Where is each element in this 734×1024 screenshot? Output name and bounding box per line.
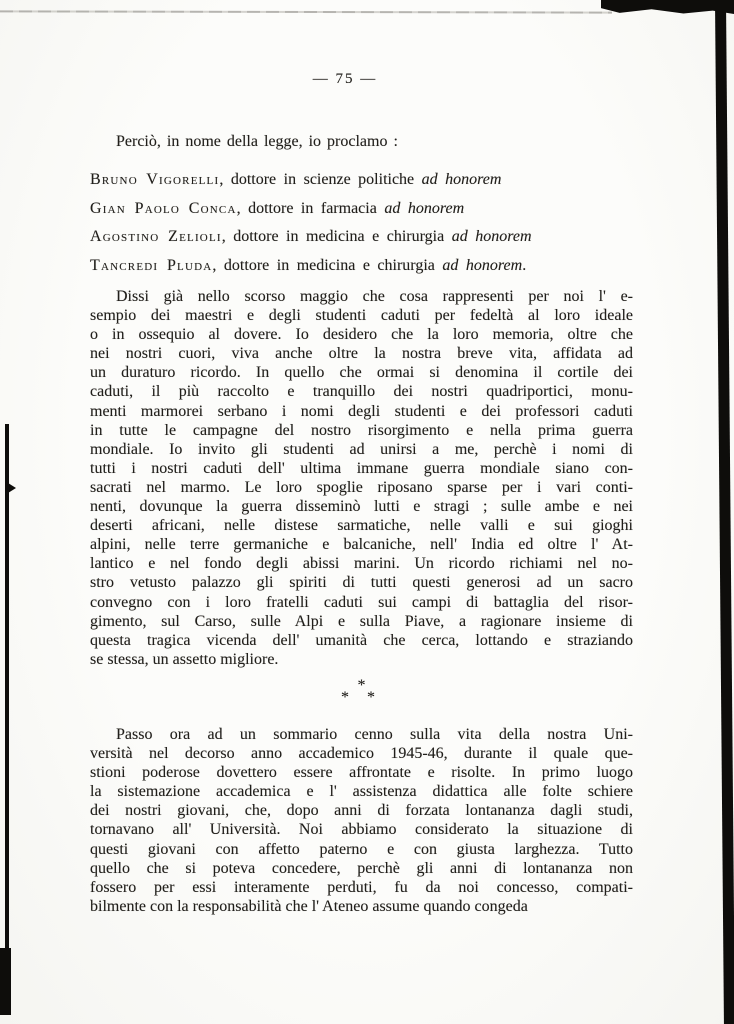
degree-line-end: . — [522, 256, 527, 274]
ad-honorem-label: ad honorem — [384, 199, 465, 217]
text-line: in tutte le campagne del nostro risorgimento e nella prima guerra — [90, 421, 633, 439]
degree-title: , dottore in scienze politiche — [219, 171, 422, 188]
text-line: stro vetusto palazzo gli spiriti di tutti questi generosi ad un sacro — [90, 574, 633, 592]
ad-honorem-label: ad honorem — [421, 171, 502, 188]
proclamation-intro: Perciò, in nome della legge, io proclamo : — [116, 133, 398, 150]
separator-asterisk-top: * — [357, 677, 366, 694]
text-line: dei nostri giovani, che, dopo anni di forzata lontananza dagli studi, — [90, 802, 633, 820]
graduate-name: Gian Paolo Conca — [90, 199, 237, 217]
scan-top-edge-line — [0, 10, 612, 13]
paragraph-memorial — [90, 287, 633, 669]
ad-honorem-label: ad honorem — [442, 256, 523, 274]
text-line: mondiale. Io invito gli studenti ad unirsi a me, perchè i nomi di — [90, 440, 633, 458]
scan-left-edge-notch — [8, 483, 16, 493]
graduate-name: Bruno Vigorelli — [90, 171, 220, 188]
page-number: — 75 — — [312, 71, 378, 87]
scan-left-bottom-edge-bar — [0, 948, 11, 1015]
text-line: questa tragica vicenda dell' umanità che cerca, lottando e straziando — [90, 631, 633, 649]
text-line: o in ossequio al dovere. Io desidero che la loro memoria, oltre che — [90, 326, 633, 344]
degree-title: , dottore in medicina e chirurgia — [212, 256, 443, 274]
text-line: la sistemazione accademica e l' assistenza didattica alle folte schiere — [90, 783, 633, 801]
text-line: convegno con i loro fratelli caduti sui campi di battaglia del risor- — [90, 593, 633, 611]
graduate-name: Tancredi Pluda — [90, 256, 213, 274]
text-line: alpini, nelle terre germaniche e balcaniche, nell' India ed oltre l' At- — [90, 536, 633, 554]
text-line: Dissi già nello scorso maggio che cosa rappresenti per noi l' e- — [116, 288, 633, 305]
text-line: tutti i nostri caduti dell' ultima immane guerra mondiale siano con- — [90, 459, 633, 477]
text-line: caduti, il più raccolto e tranquillo dei nostri quadriportici, monu- — [90, 383, 633, 401]
scan-right-edge-bar — [715, 0, 734, 1024]
text-line: bilmente con la responsabilità che l' Ateneo assume quando congeda — [90, 897, 528, 915]
text-line: questi giovani con affetto paterno e con giusta larghezza. Tutto — [90, 840, 633, 858]
degree-list — [90, 166, 633, 280]
degree-line — [90, 252, 633, 281]
ad-honorem-label: ad honorem — [451, 228, 532, 246]
text-line: lantico e nel fondo degli abissi marini. Un ricordo richiami nel no- — [90, 555, 633, 573]
text-line: nenti, dovunque la guerra disseminò lutti e stragi ; sulle ambe e nei — [90, 498, 633, 516]
degree-title: , dottore in medicina e chirurgia — [221, 228, 452, 246]
paragraph-university-year — [90, 725, 633, 916]
text-line: deserti africani, nelle distese sarmatiche, nelle valli e sui gioghi — [90, 517, 633, 535]
text-line: menti marmorei serbano i nomi degli studenti e dei professori caduti — [90, 402, 633, 420]
text-line: se stessa, un assetto migliore. — [90, 650, 279, 668]
text-line: sempio dei maestri e degli studenti caduti per fedeltà al loro ideale — [90, 307, 633, 325]
text-line: Passo ora ad un sommario cenno sulla vita della nostra Uni- — [116, 726, 633, 743]
degree-line — [90, 223, 633, 252]
scan-top-right-corner-mark — [601, 0, 734, 14]
text-line: un duraturo ricordo. In quello che ormai si denomina il cortile dei — [90, 364, 633, 382]
text-line: stioni poderose dovettero essere affrontate e risolte. In primo luogo — [90, 764, 633, 782]
degree-line — [90, 166, 633, 195]
text-line: gimento, sul Carso, sulle Alpi e sulla Piave, a ragionare insieme di — [90, 612, 633, 630]
degree-title: , dottore in farmacia — [236, 199, 385, 217]
separator-asterisks-bottom: * * — [341, 689, 382, 706]
scan-left-edge-bar — [5, 424, 9, 964]
text-line: nei nostri cuori, viva anche oltre la nostra breve vita, affidata ad — [90, 345, 633, 363]
section-separator — [90, 677, 633, 706]
degree-line — [90, 195, 633, 224]
text-line: versità nel decorso anno accademico 1945-46, durante il quale que- — [90, 745, 633, 763]
text-line: sacrati nel marmo. Le loro spoglie riposano sparse per i vari conti- — [90, 478, 633, 496]
text-line: fossero per essi interamente perduti, fu da noi concesso, compati- — [90, 878, 633, 896]
text-line: tornavano all' Università. Noi abbiamo considerato la situazione di — [90, 821, 633, 839]
graduate-name: Agostino Zelioli — [90, 228, 222, 246]
text-line: quello che si poteva concedere, perchè gli anni di lontananza non — [90, 859, 633, 877]
